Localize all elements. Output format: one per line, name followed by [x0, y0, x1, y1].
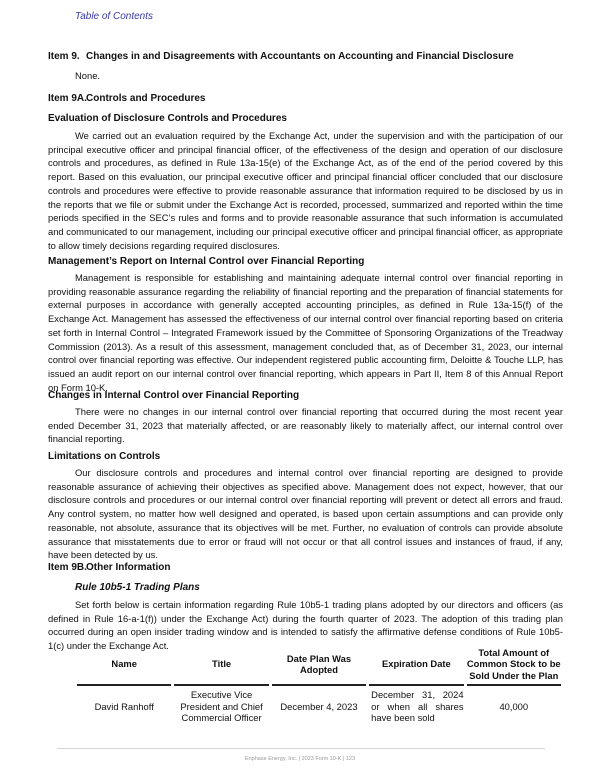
item-9b-heading — [48, 562, 170, 573]
section-heading: Changes in Internal Control over Financial Reporting — [48, 390, 300, 401]
cell-total-amount: 40,000 — [499, 700, 529, 712]
section-paragraph: Management is responsible for establishing and maintaining adequate internal control over financial reporting in providing reasonable assurance regarding the reliability of financial reporting and the preparation of financial statements for external purposes in accordance with generally accepted accounting principles, as defined in Rule 13a-15(f) of the Exchange Act. Management has assessed the effectiveness of our internal control over financial reporting based on criteria set forth in Internal Control – Integrated Framework issued by the Committee of Sponsoring Organizations of the Treadway Commission (2013). As a result of this assessment, management concluded that, as of December 31, 2023, our internal control over financial reporting was effective. Our independent registered public accounting firm, Deloitte & Touche LLP, has issued an audit report on our internal control over financial reporting, which appears in Part II, Item 8 of this Annual Report on Form 10-K. — [48, 272, 563, 393]
trading-plans-table — [74, 646, 564, 724]
section-heading: Limitations on Controls — [48, 451, 161, 462]
page-footer: Enphase Energy, Inc. | 2023 Form 10-K | 123 — [244, 756, 356, 762]
column-header-expiration-date: Expiration Date — [369, 646, 463, 686]
column-header-title: Title — [174, 646, 268, 686]
section-paragraph: There were no changes in our internal control over financial reporting that occurred during the most recent year ended December 31, 2023 that materially affected, or are reasonably likely to materially affect, our internal control over financial reporting. — [48, 406, 563, 445]
column-header-name: Name — [77, 646, 171, 686]
column-header-total-amount: Total Amount of Common Stock to be Sold Under the Plan — [467, 646, 561, 686]
item-9-body: None. — [75, 70, 101, 81]
cell-date-adopted: December 4, 2023 — [280, 700, 358, 712]
item-title: Controls and Procedures — [86, 93, 206, 104]
item-9-heading — [48, 51, 514, 62]
subsection-heading: Rule 10b5-1 Trading Plans — [75, 582, 200, 593]
column-header-date-adopted: Date Plan Was Adopted — [272, 646, 366, 686]
table-header-row — [77, 646, 561, 686]
table-row — [77, 686, 561, 724]
table-of-contents-link[interactable]: Table of Contents — [75, 11, 154, 22]
cell-expiration-date: December 31, 2024 or when all shares have been sold — [371, 689, 464, 723]
section-paragraph: Set forth below is certain information regarding Rule 10b5-1 trading plans adopted by our directors and officers (as defined in Rule 16-a-1(f)) under the Exchange Act) during the fourth quarter of 2023. The adoption of this trading plan occurred during an open insider trading window and is intended to satisfy the affirmative defense conditions of Rule 10b5-1(c) under the Exchange Act. — [48, 599, 563, 652]
cell-title: Executive Vice President and Chief Commercial Officer — [180, 689, 263, 723]
item-title: Changes in and Disagreements with Accountants on Accounting and Financial Disclosure — [86, 51, 514, 62]
section-heading: Evaluation of Disclosure Controls and Procedures — [48, 113, 287, 124]
section-paragraph: Our disclosure controls and procedures and internal control over financial reporting are designed to provide reasonable assurance of achieving their objectives as specified above. Management does not expect, however, that our disclosure controls and procedures or our internal control over financial reporting will prevent or detect all errors and fraud. Any control system, no matter how well designed and operated, is based upon certain assumptions and can provide only reasonable, not absolute, assurance that its objectives will be met. Further, no evaluation of controls can provide absolute assurance that misstatements due to error or fraud will not occur or that all control issues and instances of fraud, if any, have been detected by us. — [48, 467, 563, 561]
item-number: Item 9B. — [48, 562, 87, 573]
item-number: Item 9. — [48, 51, 80, 62]
footer-divider — [57, 748, 545, 749]
item-number: Item 9A. — [48, 93, 87, 104]
item-title: Other Information — [86, 562, 171, 573]
item-9a-heading — [48, 93, 205, 104]
section-heading: Management’s Report on Internal Control over Financial Reporting — [48, 256, 365, 267]
cell-name: David Ranhoff — [94, 700, 154, 712]
section-paragraph: We carried out an evaluation required by the Exchange Act, under the supervision and with the participation of our principal executive officer and principal financial officer, of the effectiveness of the design and operation of our disclosure controls and procedures, as defined in Rule 13a-15(e) of the Exchange Act, as of the end of the period covered by this report. Based on this evaluation, our principal executive officer and principal financial officer concluded that our disclosure controls and procedures were effective to provide reasonable assurance that information required to be disclosed by us in the reports that we file or submit under the Exchange Act is recorded, processed, summarized and reported within the time periods specified in the SEC’s rules and forms and to provide reasonable assurance that such information is accumulated and communicated to our management, including our principal executive officer and principal financial officer, as appropriate to allow timely decisions regarding required disclosures. — [48, 130, 563, 251]
